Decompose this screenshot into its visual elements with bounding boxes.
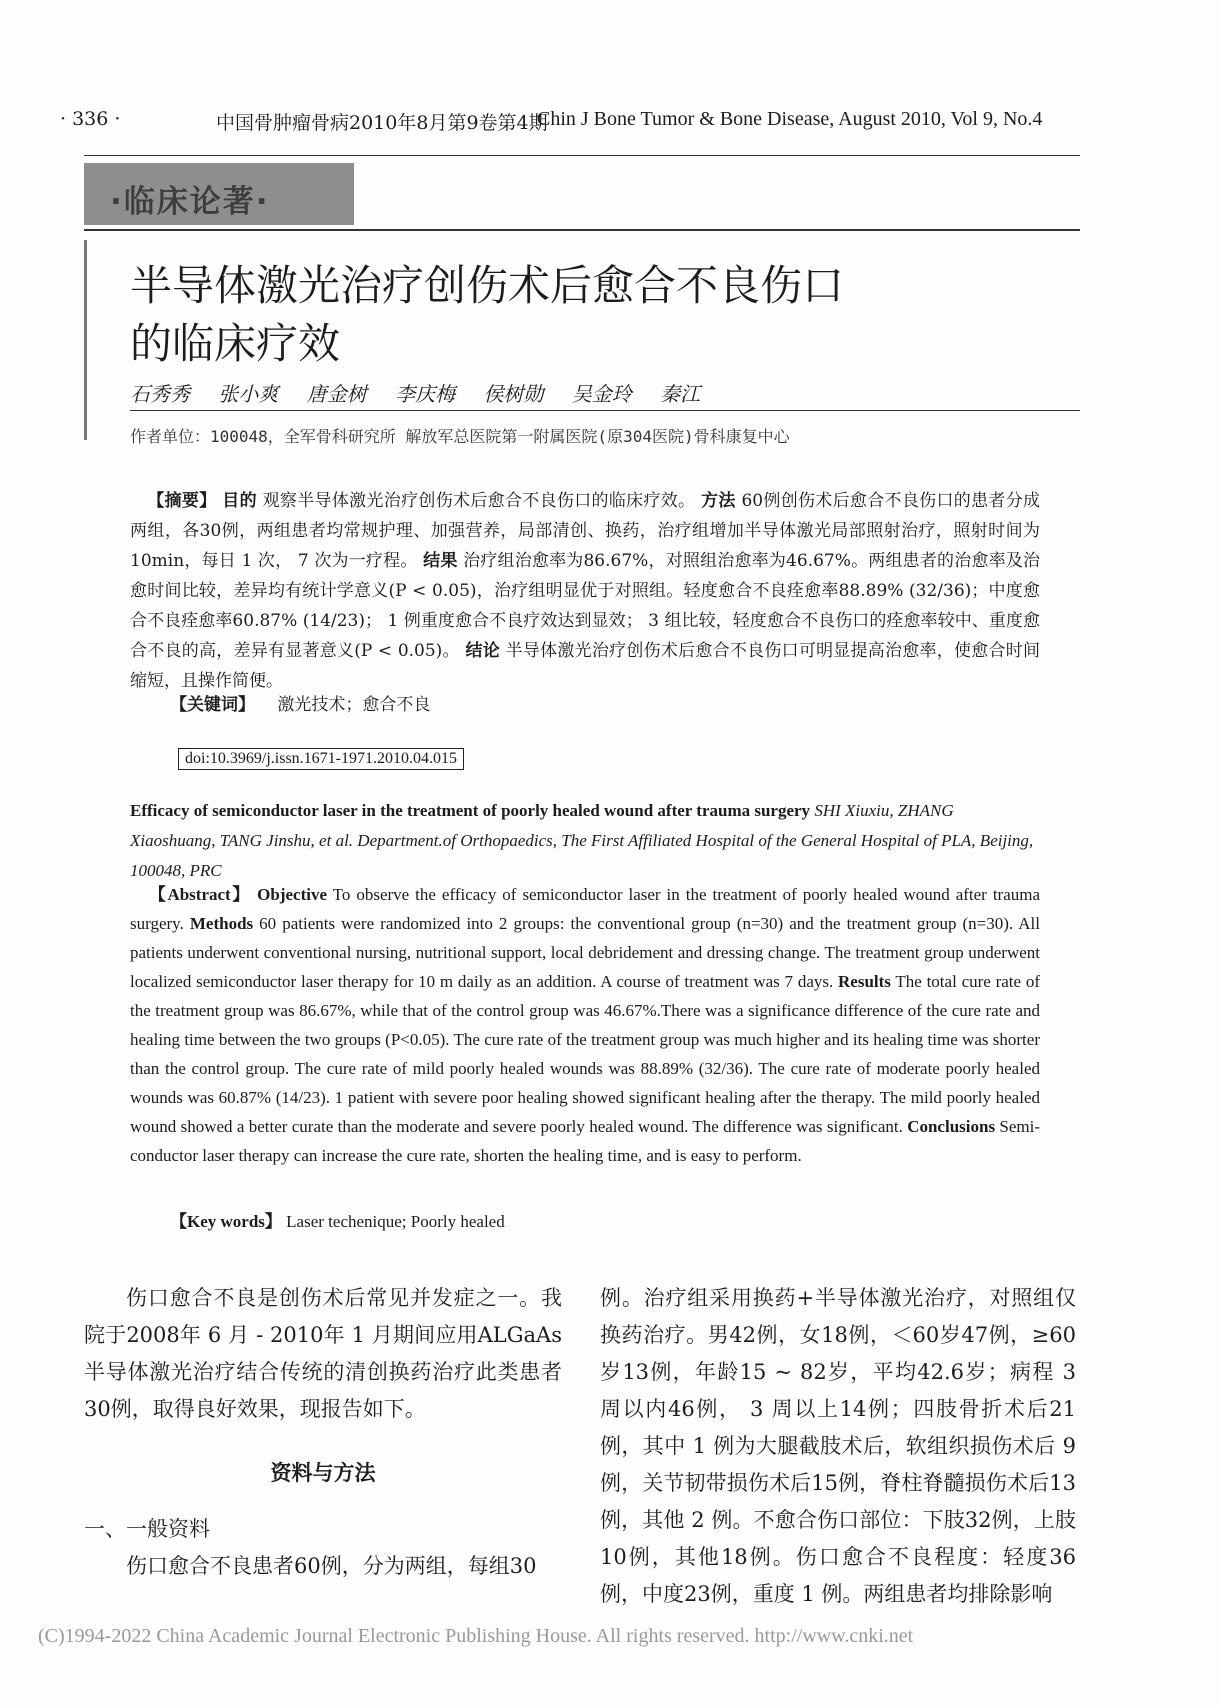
- affiliation: 作者单位：100048，全军骨科研究所 解放军总医院第一附属医院(原304医院)骨科康复中心: [130, 427, 790, 446]
- keywords-en: [170, 1207, 505, 1232]
- author-divider: [130, 410, 1080, 411]
- margin-bar: [84, 240, 87, 440]
- keywords-label: 【关键词】: [170, 695, 255, 715]
- author: 吴金玲: [571, 382, 632, 406]
- article-title-line-2: 的临床疗效: [130, 319, 341, 368]
- copyright-footer: (C)1994-2022 China Academic Journal Electronic Publishing House. All rights reserved. http://www.cnki.net: [38, 1625, 914, 1647]
- subsection-heading: 一、一般资料: [84, 1517, 210, 1541]
- objective-en-text: To observe the efficacy of semiconductor laser in the treatment of poorly healed wound after trauma surgery.: [130, 885, 1041, 933]
- keywords-en-label: 【Key words】: [170, 1212, 282, 1231]
- abstract-label: 【摘要】: [147, 491, 217, 511]
- section-label: ·临床论著·: [110, 184, 270, 220]
- objective-label: 目的: [222, 491, 257, 511]
- author-list: [130, 378, 722, 407]
- abstract-cn: [130, 486, 1040, 696]
- author: 侯树勋: [483, 382, 544, 406]
- methods-en-text: 60 patients were randomized into 2 groups: the conventional group (n=30) and the treatment group (n=30). All patients underwent conventional nursing, nutritional support, local debridement and dressing change. The treatment group underwent localized semiconductor laser therapy for 10 m daily as an addition. A course of treatment was 7 days.: [130, 914, 1040, 991]
- conclusion-label: 结论: [465, 641, 500, 661]
- doi-box: doi:10.3969/j.issn.1671-1971.2010.04.015: [178, 748, 464, 770]
- abstract-en: [130, 880, 1040, 1170]
- body-paragraph: 伤口愈合不良患者60例，分为两组，每组30: [126, 1554, 537, 1578]
- methods-label: 方法: [701, 491, 736, 511]
- results-en-text: The total cure rate of the treatment group was 86.67%, while that of the control group was 46.67%.There was a significance difference of the cure rate and healing time between the two groups (P<0.05). The cure rate of the treatment group was much higher and its healing time was shorter than the control group. The cure rate of mild poorly healed wounds was 88.89% (32/36). The cure rate of moderate poorly healed wounds was 60.87% (14/23). 1 patient with severe poor healing showed significant healing after the therapy. The mild poorly healed wound showed a better curate than the moderate and severe poorly healed wound. The difference was significant.: [130, 972, 1040, 1136]
- body-column-right: [600, 1280, 1076, 1613]
- keywords-en-text: Laser techenique; Poorly healed: [286, 1212, 505, 1231]
- author: 李庆梅: [395, 382, 456, 406]
- journal-title-en: Chin J Bone Tumor & Bone Disease, August 2010, Vol 9, No.4: [537, 108, 1043, 130]
- results-text: 治疗组治愈率为86.67%，对照组治愈率为46.67%。两组患者的治愈率及治愈时间比较，差异均有统计学意义(P < 0.05)，治疗组明显优于对照组。轻度愈合不良痊愈率88.89% (32/36)；中度愈合不良痊愈率60.87% (14/23)； 1 例重度愈合不良疗效达到显效； 3 组比较，轻度愈合不良伤口的痊愈率较中、重度愈合不良的高，差异有显著意义(P < 0.05)。: [130, 551, 1041, 661]
- body-column-left: [84, 1280, 562, 1585]
- keywords-cn: [170, 690, 430, 715]
- body-paragraph-continued: 例。治疗组采用换药+半导体激光治疗，对照组仅换药治疗。男42例，女18例，＜60岁47例，≥60岁13例，年龄15 ~ 82岁，平均42.6岁；病程 3 周以内46例， 3 周以上14例；四肢骨折术后21例，其中 1 例为大腿截肢术后，软组织损伤术后 9 例，关节韧带损伤术后15例，脊柱脊髓损伤术后13例，其他 2 例。不愈合伤口部位：下肢32例，上肢10例，其他18例。伤口愈合不良程度：轻度36例，中度23例，重度 1 例。两组患者均排除影响: [600, 1286, 1076, 1606]
- conclusion-text: 半导体激光治疗创伤术后愈合不良伤口可明显提高治愈率，使愈合时间缩短，且操作简便。: [130, 641, 1041, 691]
- page-number: · 336 ·: [60, 108, 121, 130]
- objective-text: 观察半导体激光治疗创伤术后愈合不良伤口的临床疗效。: [262, 491, 696, 511]
- english-authors-affiliation: SHI Xiuxiu, ZHANG Xiaoshuang, TANG Jinshu, et al. Department.of Orthopaedics, The First Affiliated Hospital of the General Hospital of PLA, Beijing, 100048, PRC: [130, 801, 1034, 880]
- author: 石秀秀: [130, 382, 190, 406]
- methods-en-label: Methods: [189, 914, 254, 933]
- article-title: [130, 257, 1030, 373]
- objective-en-label: Objective: [257, 885, 327, 904]
- intro-paragraph: 伤口愈合不良是创伤术后常见并发症之一。我院于2008年 6 月 - 2010年 1 月期间应用ALGaAs半导体激光治疗结合传统的清创换药治疗此类患者30例，取得良好效果，现报告如下。: [84, 1286, 562, 1421]
- results-label: 结果: [423, 551, 458, 571]
- english-title-block: [130, 796, 1040, 886]
- conclusion-en-label: Conclusions: [907, 1117, 996, 1136]
- author: 秦江: [660, 382, 701, 406]
- section-heading: 资料与方法: [270, 1460, 376, 1485]
- methods-text: 60例创伤术后愈合不良伤口的患者分成两组，各30例，两组患者均常规护理、加强营养，局部清创、换药，治疗组增加半导体激光局部照射治疗，照射时间为10min，每日 1 次， 7 次为一疗程。: [130, 491, 1041, 571]
- author: 唐金树: [306, 382, 367, 406]
- journal-title-cn: 中国骨肿瘤骨病2010年8月第9卷第4期: [216, 112, 548, 134]
- section-divider: [84, 229, 1080, 231]
- results-en-label: Results: [838, 972, 891, 991]
- conclusion-en-text: Semi-conductor laser therapy can increase the cure rate, shorten the healing time, and is easy to perform.: [130, 1117, 1041, 1165]
- article-title-line-1: 半导体激光治疗创伤术后愈合不良伤口: [130, 261, 845, 310]
- abstract-en-label: 【Abstract】: [147, 885, 252, 904]
- header-divider: [84, 155, 1080, 156]
- author: 张小爽: [218, 382, 279, 406]
- keywords-text: 激光技术；愈合不良: [277, 695, 431, 715]
- english-title: Efficacy of semiconductor laser in the treatment of poorly healed wound after trauma surgery: [130, 801, 811, 820]
